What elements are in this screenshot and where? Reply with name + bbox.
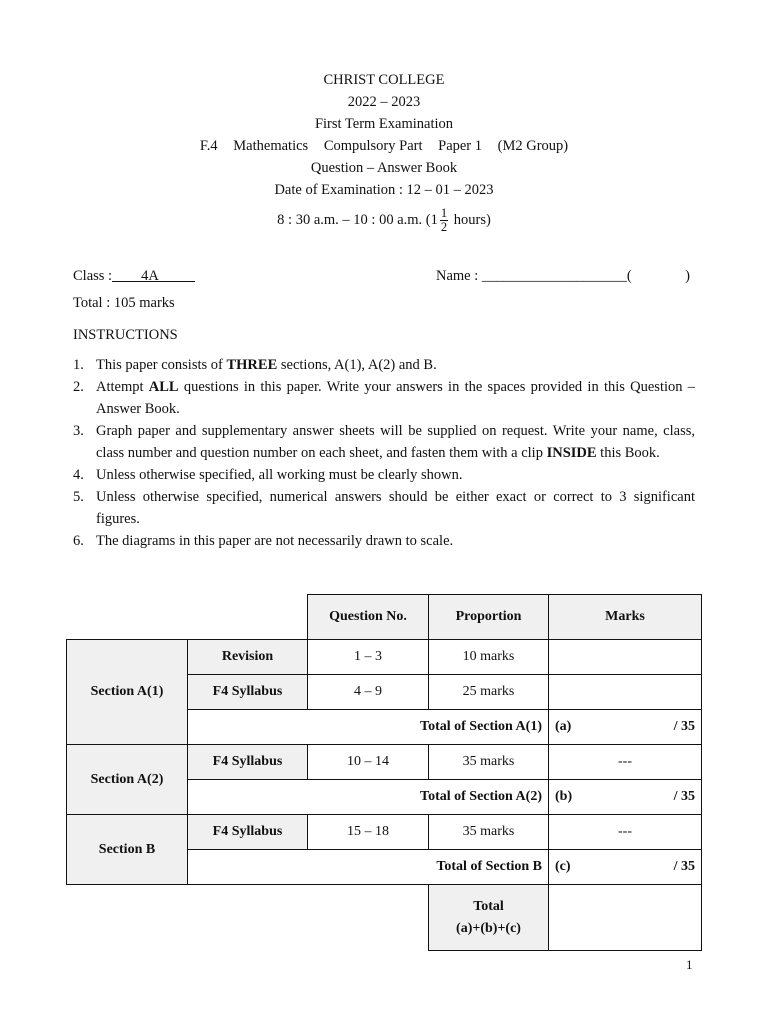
form-level: F.4: [199, 138, 218, 154]
instruction-emphasis: ALL: [148, 379, 179, 395]
instruction-text: sections, A(1), A(2) and B.: [277, 357, 437, 373]
exam-name: First Term Examination: [314, 116, 454, 132]
empty-cell: [188, 595, 308, 640]
total-max: / 35: [673, 789, 695, 804]
class-value-text: 4A: [141, 268, 159, 284]
time-prefix: 8 : 30 a.m. – 10 : 00 a.m. (1: [277, 212, 438, 228]
section-a2-label: Section A(2): [67, 745, 188, 815]
empty-cell: [67, 885, 188, 951]
grand-total-marks[interactable]: [549, 885, 702, 951]
instruction-item: [73, 420, 695, 464]
table-row: [67, 640, 702, 675]
marks-input-cell[interactable]: [549, 675, 702, 710]
instruction-number: 3.: [73, 423, 84, 439]
instruction-item: [73, 376, 695, 420]
proportion-cell: 10 marks: [429, 640, 549, 675]
proportion-cell: 35 marks: [429, 815, 549, 850]
name-field: [436, 268, 690, 285]
name-label: Name : ____________________(: [436, 268, 632, 284]
instruction-item: [73, 530, 695, 552]
marks-cell: ---: [549, 815, 702, 850]
instruction-text: Unless otherwise specified, all working must be clearly shown.: [96, 467, 463, 483]
header-question-no: Question No.: [308, 595, 429, 640]
instruction-number: 2.: [73, 379, 84, 395]
subject-line: [0, 135, 768, 157]
instruction-text: This paper consists of: [96, 357, 227, 373]
instruction-text: Attempt: [96, 379, 149, 395]
proportion-cell: 35 marks: [429, 745, 549, 780]
grand-total-label: [429, 885, 549, 951]
section-total-marks[interactable]: [549, 780, 702, 815]
group: (M2 Group): [497, 138, 569, 154]
total-letter: (b): [555, 789, 573, 804]
school-name: CHRIST COLLEGE: [323, 72, 445, 88]
question-range: 15 – 18: [308, 815, 429, 850]
marks-table: [66, 594, 702, 951]
syllabus-cell: F4 Syllabus: [188, 815, 308, 850]
question-range: 4 – 9: [308, 675, 429, 710]
total-marks: Total : 105 marks: [73, 295, 175, 311]
table-header-row: [67, 595, 702, 640]
academic-year: 2022 – 2023: [347, 94, 421, 110]
question-range: 1 – 3: [308, 640, 429, 675]
total-max: / 35: [673, 719, 695, 734]
instruction-item: [73, 354, 695, 376]
total-max: / 35: [673, 859, 695, 874]
question-range: 10 – 14: [308, 745, 429, 780]
marks-input-cell[interactable]: [549, 640, 702, 675]
instruction-number: 5.: [73, 489, 84, 505]
empty-cell: [67, 595, 188, 640]
instruction-item: [73, 486, 695, 530]
syllabus-cell: F4 Syllabus: [188, 675, 308, 710]
exam-header: [0, 69, 768, 237]
exam-date: Date of Examination : 12 – 01 – 2023: [274, 182, 494, 198]
half-fraction: [440, 207, 448, 234]
instruction-number: 6.: [73, 533, 84, 549]
instruction-item: [73, 464, 695, 486]
instruction-number: 1.: [73, 357, 84, 373]
subject: Mathematics: [233, 138, 309, 154]
empty-cell: [308, 885, 429, 951]
instruction-text: The diagrams in this paper are not necessarily drawn to scale.: [96, 533, 454, 549]
class-value: [112, 268, 195, 284]
syllabus-cell: F4 Syllabus: [188, 745, 308, 780]
exam-time: [0, 203, 768, 237]
marks-cell: ---: [549, 745, 702, 780]
instruction-number: 4.: [73, 467, 84, 483]
time-suffix: hours): [453, 212, 491, 228]
empty-cell: [188, 885, 308, 951]
section-total-marks[interactable]: [549, 710, 702, 745]
proportion-cell: 25 marks: [429, 675, 549, 710]
instruction-text: Unless otherwise specified, numerical answers should be either exact or correct to 3 significant figures.: [96, 489, 695, 527]
fraction-denominator: 2: [440, 220, 448, 235]
page-number: 1: [686, 957, 693, 972]
section-b-label: Section B: [67, 815, 188, 885]
section-total-label: Total of Section A(2): [188, 780, 549, 815]
table-row: [67, 745, 702, 780]
name-close-paren: ): [685, 268, 690, 284]
book-title: Question – Answer Book: [310, 160, 458, 176]
section-total-marks[interactable]: [549, 850, 702, 885]
instruction-text: this Book.: [596, 445, 660, 461]
instruction-text: questions in this paper. Write your answers in the spaces provided in this Question – Answer Book.: [96, 379, 695, 417]
part: Compulsory Part: [323, 138, 423, 154]
syllabus-cell: Revision: [188, 640, 308, 675]
class-label: Class :: [73, 268, 113, 284]
total-letter: (c): [555, 859, 571, 874]
paper: Paper 1: [438, 138, 483, 154]
instructions-heading: INSTRUCTIONS: [73, 327, 178, 343]
grand-total-title: Total: [473, 898, 504, 914]
fraction-numerator: 1: [440, 206, 448, 221]
table-row: [67, 815, 702, 850]
total-letter: (a): [555, 719, 572, 734]
header-marks: Marks: [549, 595, 702, 640]
class-field: [73, 268, 195, 285]
instruction-text: Graph paper and supplementary answer sheets will be supplied on request. Write your name, class, class number and question number on each sheet, and fasten them with a clip: [96, 423, 695, 461]
grand-total-formula: (a)+(b)+(c): [456, 920, 521, 936]
instruction-emphasis: INSIDE: [546, 445, 597, 461]
instructions-list: [73, 354, 695, 552]
section-total-label: Total of Section A(1): [188, 710, 549, 745]
grand-total-row: [67, 885, 702, 951]
header-proportion: Proportion: [429, 595, 549, 640]
section-a1-label: Section A(1): [67, 640, 188, 745]
instruction-emphasis: THREE: [226, 357, 278, 373]
section-total-label: Total of Section B: [188, 850, 549, 885]
